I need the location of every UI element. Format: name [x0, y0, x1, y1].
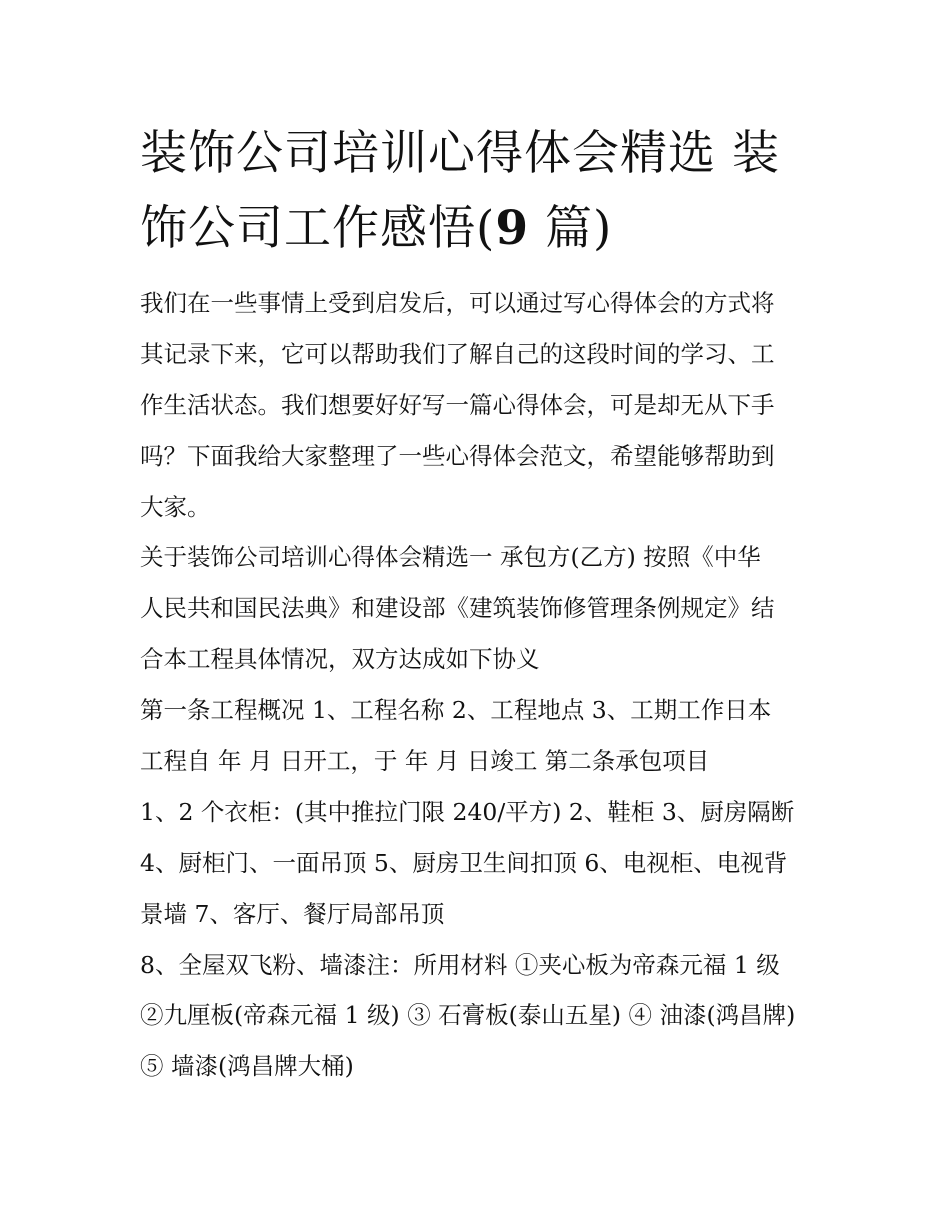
title-count: 9	[495, 201, 530, 256]
body-line: 第一条工程概况 1、工程名称 2、工程地点 3、工期工作日本	[140, 696, 772, 725]
title-text-part1: 装饰公司培训心得体会精选 装	[140, 126, 780, 181]
document-title	[140, 116, 812, 266]
body-line: 4、厨柜门、一面吊顶 5、厨房卫生间扣顶 6、电视柜、电视背	[140, 848, 788, 877]
body-line: 景墙 7、客厅、餐厅局部吊顶	[140, 899, 445, 928]
body-line: ②九厘板(帝森元福 1 级) ③ 石膏板(泰山五星) ④ 油漆(鸿昌牌)	[140, 1001, 796, 1030]
title-text-part3: 篇)	[529, 201, 613, 256]
body-line: 作生活状态。我们想要好好写一篇心得体会，可是却无从下手	[140, 390, 775, 419]
body-line: 工程自 年 月 日开工，于 年 月 日竣工 第二条承包项目	[140, 747, 710, 776]
body-line: 人民共和国民法典》和建设部《建筑装饰修管理条例规定》结	[140, 594, 775, 623]
body-line: 我们在一些事情上受到启发后，可以通过写心得体会的方式将	[140, 289, 775, 317]
body-line: 其记录下来，它可以帮助我们了解自己的这段时间的学习、工	[140, 339, 775, 368]
body-line: 吗？下面我给大家整理了一些心得体会范文，希望能够帮助到	[140, 441, 775, 470]
body-line: 8、全屋双飞粉、墙漆注：所用材料 ①夹心板为帝森元福 1 级	[140, 950, 780, 979]
body-line: ⑤ 墙漆(鸿昌牌大桶)	[140, 1052, 354, 1081]
title-text-part2: 饰公司工作感悟(	[140, 201, 496, 256]
body-line: 关于装饰公司培训心得体会精选一 承包方(乙方) 按照《中华	[140, 543, 761, 572]
body-line: 合本工程具体情况，双方达成如下协义	[140, 645, 540, 674]
body-line: 大家。	[140, 492, 211, 521]
document-body	[140, 278, 820, 1092]
body-line: 1、2 个衣柜：(其中推拉门限 240/平方) 2、鞋柜 3、厨房隔断	[140, 797, 795, 826]
